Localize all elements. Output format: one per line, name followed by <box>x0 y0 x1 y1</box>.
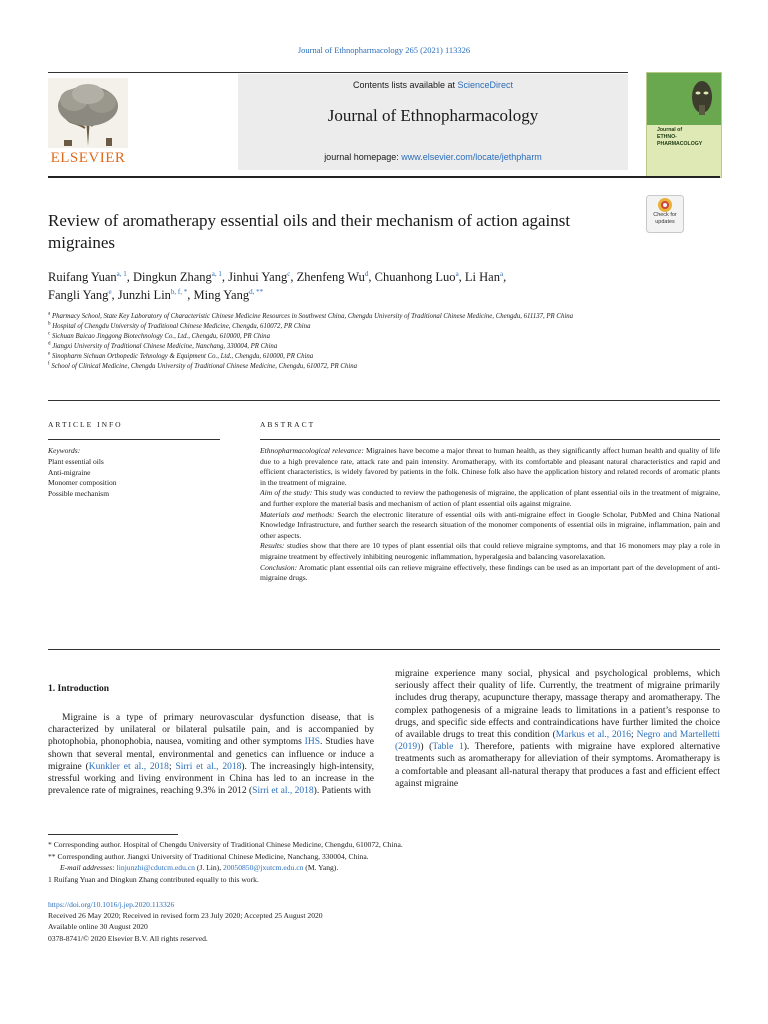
author-separator: , <box>368 270 375 284</box>
sciencedirect-link[interactable]: ScienceDirect <box>457 80 514 90</box>
keyword-item[interactable]: Anti-migraine <box>48 467 91 477</box>
abstract-body <box>260 446 720 584</box>
ref-link-sirri-2[interactable]: Sirri et al., 2018 <box>252 786 314 797</box>
publisher-wordmark: ELSEVIER <box>50 150 126 166</box>
affiliation-item <box>48 362 708 372</box>
intro-text: ; <box>631 730 637 741</box>
abstract-section-text: Aromatic plant essential oils can relieve migraine effectively, these findings can be used as an important part of the development of anti-migraine drugs. <box>260 562 720 583</box>
journal-citation[interactable]: Journal of Ethnopharmacology 265 (2021) 113326 <box>297 45 471 55</box>
ref-link-negro[interactable]: Negro and Martelletti (2019) <box>395 730 720 753</box>
keyword-list <box>48 457 117 499</box>
affiliation-mark: d <box>48 341 51 347</box>
abstract-section-text: Migraines have become a major threat to human health, as they significantly affect human health and quality of life due to a high prevalence rate, attack rate and pain intensity. Aromatherapy, with its comfortable and pleasant natural characteristics and rapid and efficient characteristics, is widely favored by patients in the folk. Chinese folk also have the application history and related records of aromatic plants in the treatment of migraine. <box>260 446 720 487</box>
author-name[interactable]: Zhenfeng Wu <box>296 270 365 284</box>
intro-text: ; <box>168 761 176 772</box>
author-separator: , <box>503 270 507 284</box>
affiliation-item <box>48 312 708 322</box>
journal-title: Journal of Ethnopharmacology <box>327 106 539 125</box>
intro-text: ). Therefore, patients with migraine have explored alternative treatments such as aromatherapy for alleviation of their symptoms. Aromatherapy is a comfortable and pleasant all-natural therapy that produces a fast and efficient effect against migraine <box>395 742 721 789</box>
article-info-top-rule <box>48 400 720 401</box>
ref-link-table-1[interactable]: Table 1 <box>432 742 464 753</box>
abstract-section-label: Results: <box>260 541 285 551</box>
keyword-item[interactable]: Monomer composition <box>48 478 117 488</box>
journal-cover-thumbnail[interactable] <box>646 72 722 178</box>
author-separator: , <box>111 288 118 302</box>
email-owner: (J. Lin), <box>194 863 224 873</box>
footnote-corresponding-1: * Corresponding author. Hospital of Chengdu University of Traditional Chinese Medicine, Chengdu, 610072, China. <box>48 840 403 849</box>
cover-mask-icon <box>687 77 717 121</box>
author-separator: , <box>290 270 297 284</box>
footnote-emails <box>48 862 728 874</box>
copyright: 0378-8741/© 2020 Elsevier B.V. All rights reserved. <box>48 933 208 943</box>
intro-right-column <box>395 668 720 790</box>
ref-link-markus[interactable]: Markus et al., 2016 <box>555 730 632 741</box>
intro-paragraph <box>48 712 374 797</box>
affiliation-item <box>48 352 708 362</box>
intro-text: ) ( <box>420 742 433 753</box>
affiliation-mark: b <box>48 321 51 327</box>
journal-homepage-link[interactable]: www.elsevier.com/locate/jethpharm <box>401 152 542 162</box>
header-bottom-rule <box>48 176 720 178</box>
affiliation-text: Pharmacy School, State Key Laboratory of Characteristic Chinese Medicine Resources in Southwest China, Chengdu University of Traditional Chinese Medicine, Chengdu, 611137, PR China <box>51 313 574 320</box>
keyword-item[interactable]: Plant essential oils <box>48 457 104 466</box>
abstract-paragraph <box>260 563 720 584</box>
cover-line-2: ETHNO- <box>657 134 677 140</box>
abstract-section-label: Aim of the study: <box>260 488 313 498</box>
abstract-section-label: Materials and methods: <box>260 509 335 519</box>
abstract-bottom-rule <box>48 649 720 650</box>
affiliation-text: School of Clinical Medicine, Chengdu University of Traditional Chinese Medicine, Chengdu, 610072, PR China <box>51 363 358 370</box>
publication-info <box>48 899 728 944</box>
affiliation-text: Sichuan Baicao Jinggong Biotechnology Co., Ltd., Chengdu, 610000, PR China <box>51 333 270 340</box>
affiliation-item <box>48 342 708 352</box>
homepage-line <box>238 152 628 162</box>
keywords-label: Keywords: <box>48 446 81 455</box>
author-name[interactable]: Li Han <box>464 270 500 284</box>
author-separator: , <box>187 288 194 302</box>
abstract-heading-rule <box>260 439 720 440</box>
affiliation-mark: e <box>48 351 51 357</box>
received-dates: Received 26 May 2020; Received in revised form 23 July 2020; Accepted 25 August 2020 <box>48 911 323 921</box>
intro-text: . Studies have shown that several mental, environmental and genetics can influence or induce a migraine ( <box>48 737 374 772</box>
email-label: E-mail addresses: <box>60 863 115 873</box>
abstract-paragraph <box>260 541 720 562</box>
contents-prefix: Contents lists available at <box>352 80 458 90</box>
affiliation-text: Hospital of Chengdu University of Traditional Chinese Medicine, Chengdu, 610072, PR China <box>52 323 311 330</box>
check-for-updates-label: Check for <box>653 212 677 218</box>
abstract-paragraph <box>260 446 720 488</box>
footnote-rule <box>48 834 178 835</box>
author-affiliation-mark[interactable]: c <box>287 269 291 278</box>
footnote-corresponding-2: ** Corresponding author. Jiangxi University of Traditional Chinese Medicine, Nanchang, 330004, China. <box>48 851 369 861</box>
author-affiliation-mark[interactable]: a <box>499 269 504 278</box>
footnotes <box>48 839 728 885</box>
author-name[interactable]: Dingkun Zhang <box>132 270 212 284</box>
abstract-section-label: Conclusion: <box>260 562 298 572</box>
affiliation-text: Sinopharm Sichuan Orthopedic Tehnology & Equipment Co., Ltd., Chengdu, 610000, PR China <box>51 353 314 360</box>
cover-line-1: Journal of <box>657 127 683 133</box>
abstract-section-text: studies show that there are 10 types of plant essential oils that could relieve migraine symptoms, and that 16 monomers may play a role in migraine treatment by effectively inhibiting neurogenic inflammation, hyperalgesia and balancing vasorelaxation. <box>260 541 720 561</box>
affiliation-mark: f <box>48 361 50 367</box>
author-affiliation-mark[interactable]: d <box>364 269 369 278</box>
affiliation-list <box>48 312 708 372</box>
author-affiliation-mark[interactable]: a, 1 <box>116 269 127 278</box>
author-name[interactable]: Ruifang Yuan <box>48 270 117 284</box>
abstract-paragraph <box>260 488 720 509</box>
author-affiliation-mark[interactable]: b, f, * <box>170 287 188 296</box>
paper-title: Review of aromatherapy essential oils and their mechanism of action against migraines <box>48 211 571 252</box>
intro-text: ). Patients with <box>313 786 371 797</box>
intro-paragraph <box>395 668 720 790</box>
cover-line-3: PHARMACOLOGY <box>657 141 703 147</box>
author-separator: , <box>126 270 133 284</box>
author-name[interactable]: Chuanhong Luo <box>374 270 456 284</box>
author-affiliation-mark[interactable]: a, 1 <box>211 269 222 278</box>
author-separator: , <box>458 270 465 284</box>
author-name[interactable]: Fangli Yang <box>48 288 109 302</box>
email-link-yang[interactable]: 20050850@jxutcm.edu.cn <box>223 863 304 873</box>
email-owner: (M. Yang). <box>303 863 339 873</box>
check-for-updates-label-2: updates <box>655 219 675 225</box>
intro-text: Migraine is a type of primary neurovascular dysfunction disease, that is characterized by unilateral or bilateral pulsatile pain, and is accompanied by photophobia, phonophobia, nausea, vomiting and other symptoms <box>48 713 374 748</box>
abstract-heading: ABSTRACT <box>260 420 316 429</box>
abstract-section-label: Ethnopharmacological relevance: <box>260 446 364 455</box>
article-info-heading-rule <box>48 439 220 440</box>
author-affiliation-mark[interactable]: a <box>455 269 459 278</box>
available-online: Available online 30 August 2020 <box>48 922 148 932</box>
doi-link[interactable]: https://doi.org/10.1016/j.jep.2020.113326 <box>48 900 175 909</box>
ref-link-ihs[interactable]: IHS <box>304 737 320 748</box>
author-affiliation-mark[interactable]: d, ** <box>249 287 264 296</box>
keyword-item[interactable]: Possible mechanism <box>48 488 110 498</box>
contents-line <box>238 80 628 90</box>
affiliation-mark: a <box>48 311 51 317</box>
email-link-lin[interactable]: linjunzhi@cdutcm.edu.cn <box>116 863 195 873</box>
footnote-equal-contribution: 1 Ruifang Yuan and Dingkun Zhang contributed equally to this work. <box>48 874 259 884</box>
affiliation-mark: c <box>48 331 51 337</box>
ref-link-sirri[interactable]: Sirri et al., 2018 <box>175 761 242 772</box>
intro-left-column <box>48 712 374 797</box>
author-name[interactable]: Ming Yang <box>193 288 250 302</box>
affiliation-item <box>48 322 708 332</box>
affiliation-item <box>48 332 708 342</box>
author-name[interactable]: Junzhi Lin <box>117 288 171 302</box>
ref-link-kunkler[interactable]: Kunkler et al., 2018 <box>88 761 169 772</box>
author-name[interactable]: Jinhui Yang <box>228 270 288 284</box>
intro-text: ). The increasingly high-intensity, stressful working and living environment in China has led to an increase in the prevalence rate of migraines, reaching 9.3% in 2012 ( <box>48 761 374 797</box>
abstract-section-text: This study was conducted to review the pathogenesis of migraine, the application of plant essential oils in the treatment of migraine, and further explore the material basis and mechanism of action of plant essential oils against migraine. <box>260 488 720 508</box>
abstract-section-text: Search the electronic literature of essential oils with anti-migraine effect in Google Scholar, PubMed and China National Knowledge Infrastructure, and further search the research situation of the monomer components of essential oils in migraine, inflammation, pain and other aspects. <box>260 509 720 540</box>
abstract-paragraph <box>260 510 720 542</box>
article-info-heading: ARTICLE INFO <box>48 420 123 429</box>
author-separator: , <box>221 270 229 284</box>
homepage-prefix: journal homepage: <box>324 152 402 162</box>
intro-text: migraine experience many social, physical and psychological problems, which seriously affect their quality of life. Currently, the treatment of migraine primarily includes drug therapy, acupuncture therapy, massage therapy and aromatherapy. The complex pathogenesis of a migraine leads to limitations in a patient’s response to drugs, and specific side effects and contraindications have further limited the choice of available drugs to treat this condition ( <box>395 669 720 741</box>
section-heading-introduction: 1. Introduction <box>48 684 110 694</box>
header-top-rule <box>48 72 628 73</box>
author-list <box>48 268 648 304</box>
author-affiliation-mark[interactable]: e <box>108 287 112 296</box>
affiliation-text: Jiangxi University of Traditional Chinese Medicine, Nanchang, 330004, PR China <box>52 343 278 350</box>
